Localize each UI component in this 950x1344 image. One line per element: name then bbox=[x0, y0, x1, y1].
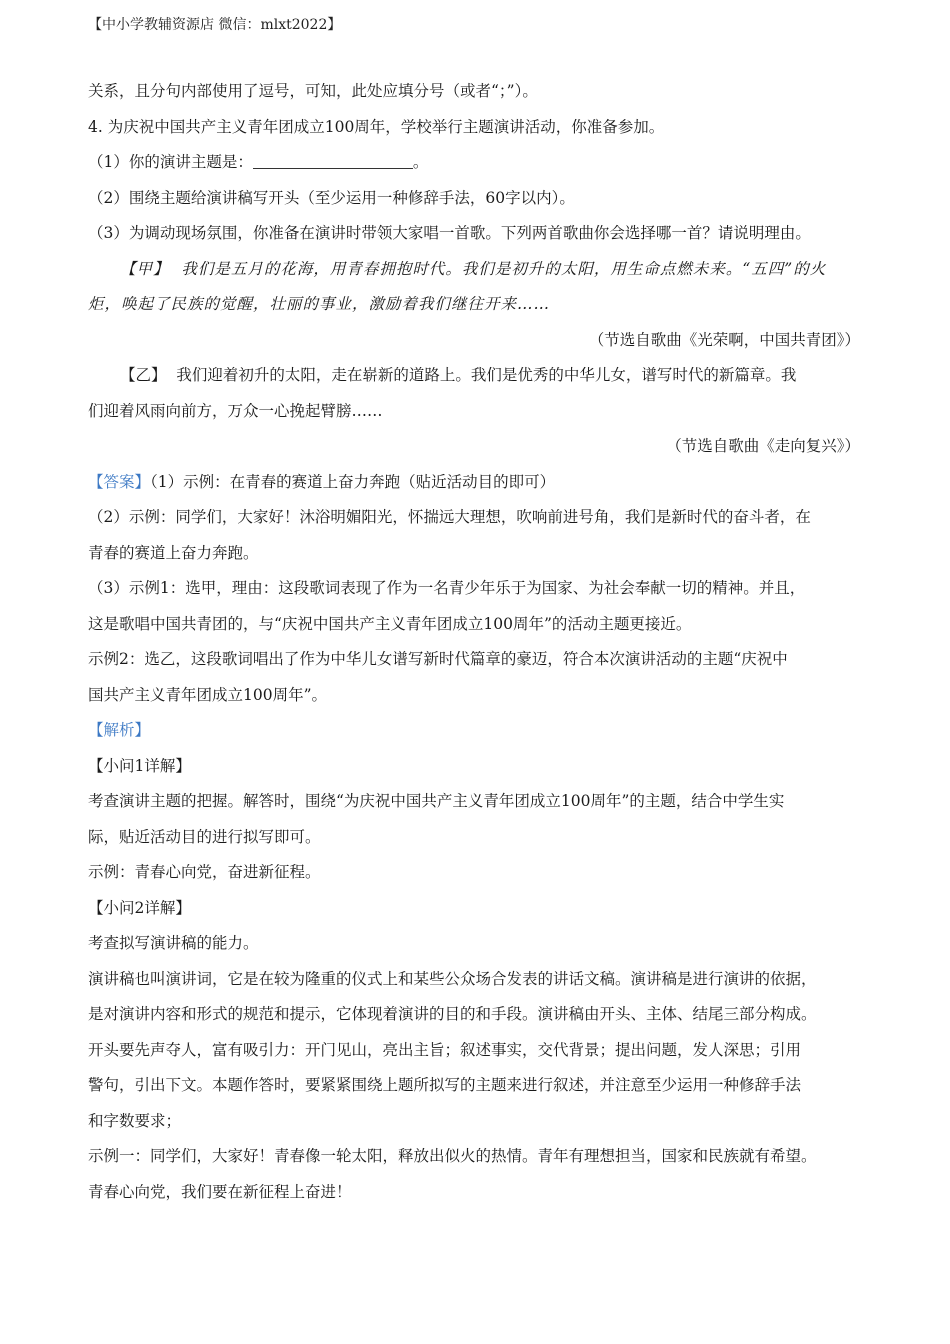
lyric-yi-text-1: 我们迎着初升的太阳，走在崭新的道路上。我们是优秀的中华儿女，谱写时代的新篇章。我 bbox=[176, 366, 797, 384]
answer-3-line-1: （3）示例1：选甲，理由：这段歌词表现了作为一名青少年乐于为国家、为社会奉献一切的精神。并且， bbox=[88, 579, 806, 597]
analysis-1-line-1: 考查演讲主题的把握。解答时，围绕“为庆祝中国共产主义青年团成立100周年”的主题，结合中学生实 bbox=[88, 792, 785, 810]
sub-question-1-end: 。 bbox=[412, 153, 429, 171]
sub-question-1 bbox=[88, 145, 868, 181]
analysis-2-example1-line-1: 示例一：同学们，大家好！青春像一轮太阳，释放出似火的热情。青年有理想担当，国家和民族就有希望。 bbox=[88, 1147, 817, 1165]
question-stem: 4. 为庆祝中国共产主义青年团成立100周年，学校举行主题演讲活动，你准备参加。 bbox=[88, 117, 665, 136]
carry-over-line: 关系，且分句内部使用了逗号，可知，此处应填分号（或者“；”）。 bbox=[88, 82, 538, 100]
answer-label: 【答案】 bbox=[88, 472, 151, 491]
analysis-1-line-2: 际，贴近活动目的进行拟写即可。 bbox=[88, 827, 321, 846]
lyric-jia-source: （节选自歌曲《光荣啊，中国共青团》） bbox=[588, 330, 860, 349]
answer-blank bbox=[253, 154, 413, 169]
answer-2-line-1: （2）示例：同学们，大家好！沐浴明媚阳光，怀揣远大理想，吹响前进号角，我们是新时代的奋斗者，在 bbox=[88, 508, 811, 526]
answer-3-example2-line-2: 国共产主义青年团成立100周年”。 bbox=[88, 685, 328, 704]
sub-question-1-text: （1）你的演讲主题是： bbox=[88, 153, 253, 171]
answer-3-example2-line-1: 示例2：选乙，这段歌词唱出了作为中华儿女谱写新时代篇章的豪迈，符合本次演讲活动的主题“庆祝中 bbox=[88, 650, 788, 668]
lyric-jia-label: 【甲】 bbox=[120, 259, 170, 278]
lyric-yi-label: 【乙】 bbox=[120, 366, 167, 384]
analysis-2-intro: 考查拟写演讲稿的能力。 bbox=[88, 934, 259, 952]
content-body bbox=[88, 74, 868, 1210]
lyric-yi-line-2: 们迎着风雨向前方，万众一心挽起臂膀…… bbox=[88, 401, 383, 420]
lyric-jia-line-2: 炬，唤起了民族的觉醒，壮丽的事业，激励着我们继往开来…… bbox=[88, 295, 551, 313]
analysis-1-example: 示例：青春心向党，奋进新征程。 bbox=[88, 863, 321, 881]
sub-question-2: （2）围绕主题给演讲稿写开头（至少运用一种修辞手法，60字以内）。 bbox=[88, 188, 575, 207]
answer-2-line-2: 青春的赛道上奋力奔跑。 bbox=[88, 543, 259, 562]
lyric-jia-text-1: 我们是五月的花海，用青春拥抱时代。我们是初升的太阳，用生命点燃未来。“五四”的火 bbox=[181, 259, 827, 278]
analysis-1-title: 【小问1详解】 bbox=[88, 756, 191, 775]
lyric-yi-source: （节选自歌曲《走向复兴》） bbox=[666, 437, 860, 455]
lyric-jia-line-1 bbox=[88, 252, 868, 288]
answer-line-1 bbox=[88, 465, 868, 501]
analysis-2-para-line-5: 和字数要求； bbox=[88, 1111, 182, 1130]
lyric-yi-line-1 bbox=[88, 358, 868, 394]
page-header: 【中小学教辅资源店 微信：mlxt2022】 bbox=[88, 17, 342, 33]
analysis-2-title: 【小问2详解】 bbox=[88, 898, 191, 917]
analysis-2-example1-line-2: 青春心向党，我们要在新征程上奋进！ bbox=[88, 1182, 352, 1201]
analysis-2-para-line-4: 警句，引出下文。本题作答时，要紧紧围绕上题所拟写的主题来进行叙述，并注意至少运用一种修辞手法 bbox=[88, 1076, 802, 1094]
analysis-2-para-line-3: 开头要先声夺人，富有吸引力：开门见山，亮出主旨；叙述事实，交代背景；提出问题，发人深思；引用 bbox=[88, 1040, 802, 1059]
sub-question-3: （3）为调动现场氛围，你准备在演讲时带领大家唱一首歌。下列两首歌曲你会选择哪一首？请说明理由。 bbox=[88, 224, 811, 242]
answer-1: （1）示例：在青春的赛道上奋力奔跑（贴近活动目的即可） bbox=[150, 472, 556, 491]
analysis-label: 【解析】 bbox=[88, 721, 151, 739]
analysis-2-para-line-2: 是对演讲内容和形式的规范和提示，它体现着演讲的目的和手段。演讲稿由开头、主体、结尾三部分构成。 bbox=[88, 1005, 817, 1023]
answer-3-line-2: 这是歌唱中国共青团的，与“庆祝中国共产主义青年团成立100周年”的活动主题更接近。 bbox=[88, 614, 692, 633]
analysis-2-para-line-1: 演讲稿也叫演讲词，它是在较为隆重的仪式上和某些公众场合发表的讲话文稿。演讲稿是进行演讲的依据， bbox=[88, 969, 817, 988]
